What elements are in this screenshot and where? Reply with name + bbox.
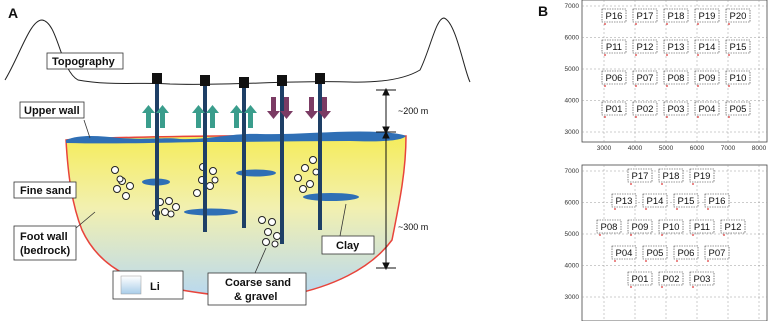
svg-text:& gravel: & gravel bbox=[234, 291, 278, 303]
y-tick-label: 7000 bbox=[564, 3, 579, 10]
well-marker-dot bbox=[723, 234, 725, 236]
x-tick-label: 6000 bbox=[689, 145, 705, 152]
well-marker-dot bbox=[645, 208, 647, 210]
well-marker-dot bbox=[630, 286, 632, 288]
well-marker-label: P07 bbox=[636, 73, 654, 84]
well-marker-label: P01 bbox=[631, 274, 649, 285]
well-marker-label: P05 bbox=[646, 248, 664, 259]
svg-text:Coarse sand: Coarse sand bbox=[225, 277, 292, 289]
well-marker-dot bbox=[666, 116, 668, 118]
y-tick-label: 6000 bbox=[564, 34, 579, 42]
panel-a-letter: A bbox=[8, 5, 19, 21]
well-marker-label: P06 bbox=[605, 73, 623, 84]
well-marker-dot bbox=[697, 116, 699, 118]
label-foot-wall bbox=[14, 226, 76, 260]
well-marker-label: P12 bbox=[636, 42, 654, 53]
well-marker-label: P08 bbox=[600, 222, 618, 233]
well-marker-dot bbox=[728, 23, 730, 25]
y-tick-label: 4000 bbox=[564, 97, 579, 105]
well-marker-dot bbox=[599, 234, 601, 236]
topography-line bbox=[5, 18, 470, 84]
svg-text:Clay: Clay bbox=[336, 240, 360, 252]
x-tick-label: 5000 bbox=[658, 145, 674, 152]
well-marker-label: P18 bbox=[662, 171, 680, 182]
well-marker-label: P04 bbox=[615, 248, 633, 259]
well-marker-label: P09 bbox=[631, 222, 649, 233]
depth-upper-label: ~200 m bbox=[398, 106, 429, 116]
well-marker-label: P13 bbox=[615, 196, 633, 207]
well-marker-dot bbox=[666, 85, 668, 87]
svg-text:Foot wall: Foot wall bbox=[20, 231, 68, 243]
well-marker-dot bbox=[614, 260, 616, 262]
well-marker-label: P20 bbox=[729, 11, 747, 22]
well-marker-label: P11 bbox=[693, 222, 711, 233]
svg-text:Li: Li bbox=[150, 281, 160, 293]
svg-text:Fine sand: Fine sand bbox=[20, 185, 72, 197]
extraction-arrows bbox=[142, 105, 257, 128]
well-marker-dot bbox=[604, 85, 606, 87]
panel-b-letter: B bbox=[538, 3, 549, 19]
well-marker-label: P15 bbox=[677, 196, 695, 207]
clay-lens bbox=[303, 193, 359, 201]
well-marker-dot bbox=[661, 234, 663, 236]
well-marker-dot bbox=[635, 116, 637, 118]
well-marker-label: P15 bbox=[729, 42, 747, 53]
well-marker-dot bbox=[692, 183, 694, 185]
well-marker-label: P09 bbox=[698, 73, 716, 84]
well-marker-dot bbox=[707, 260, 709, 262]
y-tick-label: 5000 bbox=[564, 231, 579, 238]
well-marker-dot bbox=[630, 183, 632, 185]
well-marker-label: P14 bbox=[646, 196, 664, 207]
x-tick-label: 8000 bbox=[751, 145, 767, 152]
well-marker-label: P12 bbox=[724, 222, 742, 233]
label-clay bbox=[322, 236, 374, 254]
well-marker-dot bbox=[697, 54, 699, 56]
well-marker-dot bbox=[728, 116, 730, 118]
well-marker-label: P17 bbox=[631, 171, 649, 182]
y-tick-label: 3000 bbox=[564, 129, 579, 136]
upper-wall-pointer bbox=[84, 120, 90, 138]
well-marker-label: P10 bbox=[662, 222, 680, 233]
well-marker-label: P19 bbox=[693, 171, 711, 182]
well-marker-dot bbox=[635, 23, 637, 25]
y-tick-label: 3000 bbox=[564, 294, 579, 301]
well-marker-dot bbox=[692, 286, 694, 288]
well-marker-label: P05 bbox=[729, 104, 747, 115]
well-marker-label: P10 bbox=[729, 73, 747, 84]
well-marker-dot bbox=[728, 85, 730, 87]
well-marker-dot bbox=[635, 85, 637, 87]
svg-text:(bedrock): (bedrock) bbox=[20, 245, 71, 257]
well-marker-label: P16 bbox=[605, 11, 623, 22]
label-fine-sand bbox=[14, 182, 76, 198]
well-marker-dot bbox=[661, 183, 663, 185]
well-marker-label: P03 bbox=[693, 274, 711, 285]
well-marker-label: P16 bbox=[708, 196, 726, 207]
well-marker-label: P18 bbox=[667, 11, 685, 22]
well-marker-label: P08 bbox=[667, 73, 685, 84]
well-marker-dot bbox=[697, 23, 699, 25]
y-tick-label: 6000 bbox=[564, 199, 579, 207]
well-marker-label: P02 bbox=[636, 104, 654, 115]
clay-lens bbox=[184, 209, 238, 216]
well-marker-label: P04 bbox=[698, 104, 716, 115]
well-marker-label: P07 bbox=[708, 248, 726, 259]
well-marker-label: P02 bbox=[662, 274, 680, 285]
well-marker-label: P06 bbox=[677, 248, 695, 259]
x-tick-label: 4000 bbox=[627, 145, 643, 152]
well-marker-dot bbox=[661, 286, 663, 288]
y-tick-label: 5000 bbox=[564, 66, 579, 73]
well-marker-label: P14 bbox=[698, 42, 716, 53]
well-marker-dot bbox=[635, 54, 637, 56]
well-marker-label: P17 bbox=[636, 11, 654, 22]
legend-li bbox=[113, 271, 183, 299]
y-tick-label: 4000 bbox=[564, 262, 579, 270]
well-marker-dot bbox=[676, 208, 678, 210]
svg-text:Topography: Topography bbox=[52, 56, 115, 68]
well-marker-dot bbox=[630, 234, 632, 236]
grid-frame bbox=[582, 165, 767, 321]
x-tick-label: 7000 bbox=[720, 145, 736, 152]
well-marker-dot bbox=[604, 54, 606, 56]
well-marker-dot bbox=[728, 54, 730, 56]
label-topography bbox=[47, 53, 123, 69]
bottom-well-grid bbox=[565, 165, 767, 321]
well-marker-dot bbox=[676, 260, 678, 262]
top-well-grid bbox=[565, 0, 767, 152]
svg-text:Upper wall: Upper wall bbox=[24, 105, 80, 117]
label-upper-wall bbox=[20, 102, 84, 118]
depth-lower-label: ~300 m bbox=[398, 222, 429, 232]
well-marker-dot bbox=[666, 54, 668, 56]
well-marker-dot bbox=[604, 116, 606, 118]
well-marker-dot bbox=[604, 23, 606, 25]
y-tick-label: 7000 bbox=[564, 168, 579, 175]
well-marker-label: P11 bbox=[605, 42, 623, 53]
well-marker-dot bbox=[697, 85, 699, 87]
well-marker-dot bbox=[707, 208, 709, 210]
well-marker-dot bbox=[614, 208, 616, 210]
well-marker-label: P01 bbox=[605, 104, 623, 115]
well-marker-dot bbox=[666, 23, 668, 25]
well-marker-label: P19 bbox=[698, 11, 716, 22]
well-marker-label: P13 bbox=[667, 42, 685, 53]
li-swatch bbox=[121, 276, 141, 294]
well-marker-dot bbox=[692, 234, 694, 236]
label-coarse-sand bbox=[208, 273, 306, 305]
well-marker-dot bbox=[645, 260, 647, 262]
well-marker-label: P03 bbox=[667, 104, 685, 115]
x-tick-label: 3000 bbox=[596, 145, 612, 152]
